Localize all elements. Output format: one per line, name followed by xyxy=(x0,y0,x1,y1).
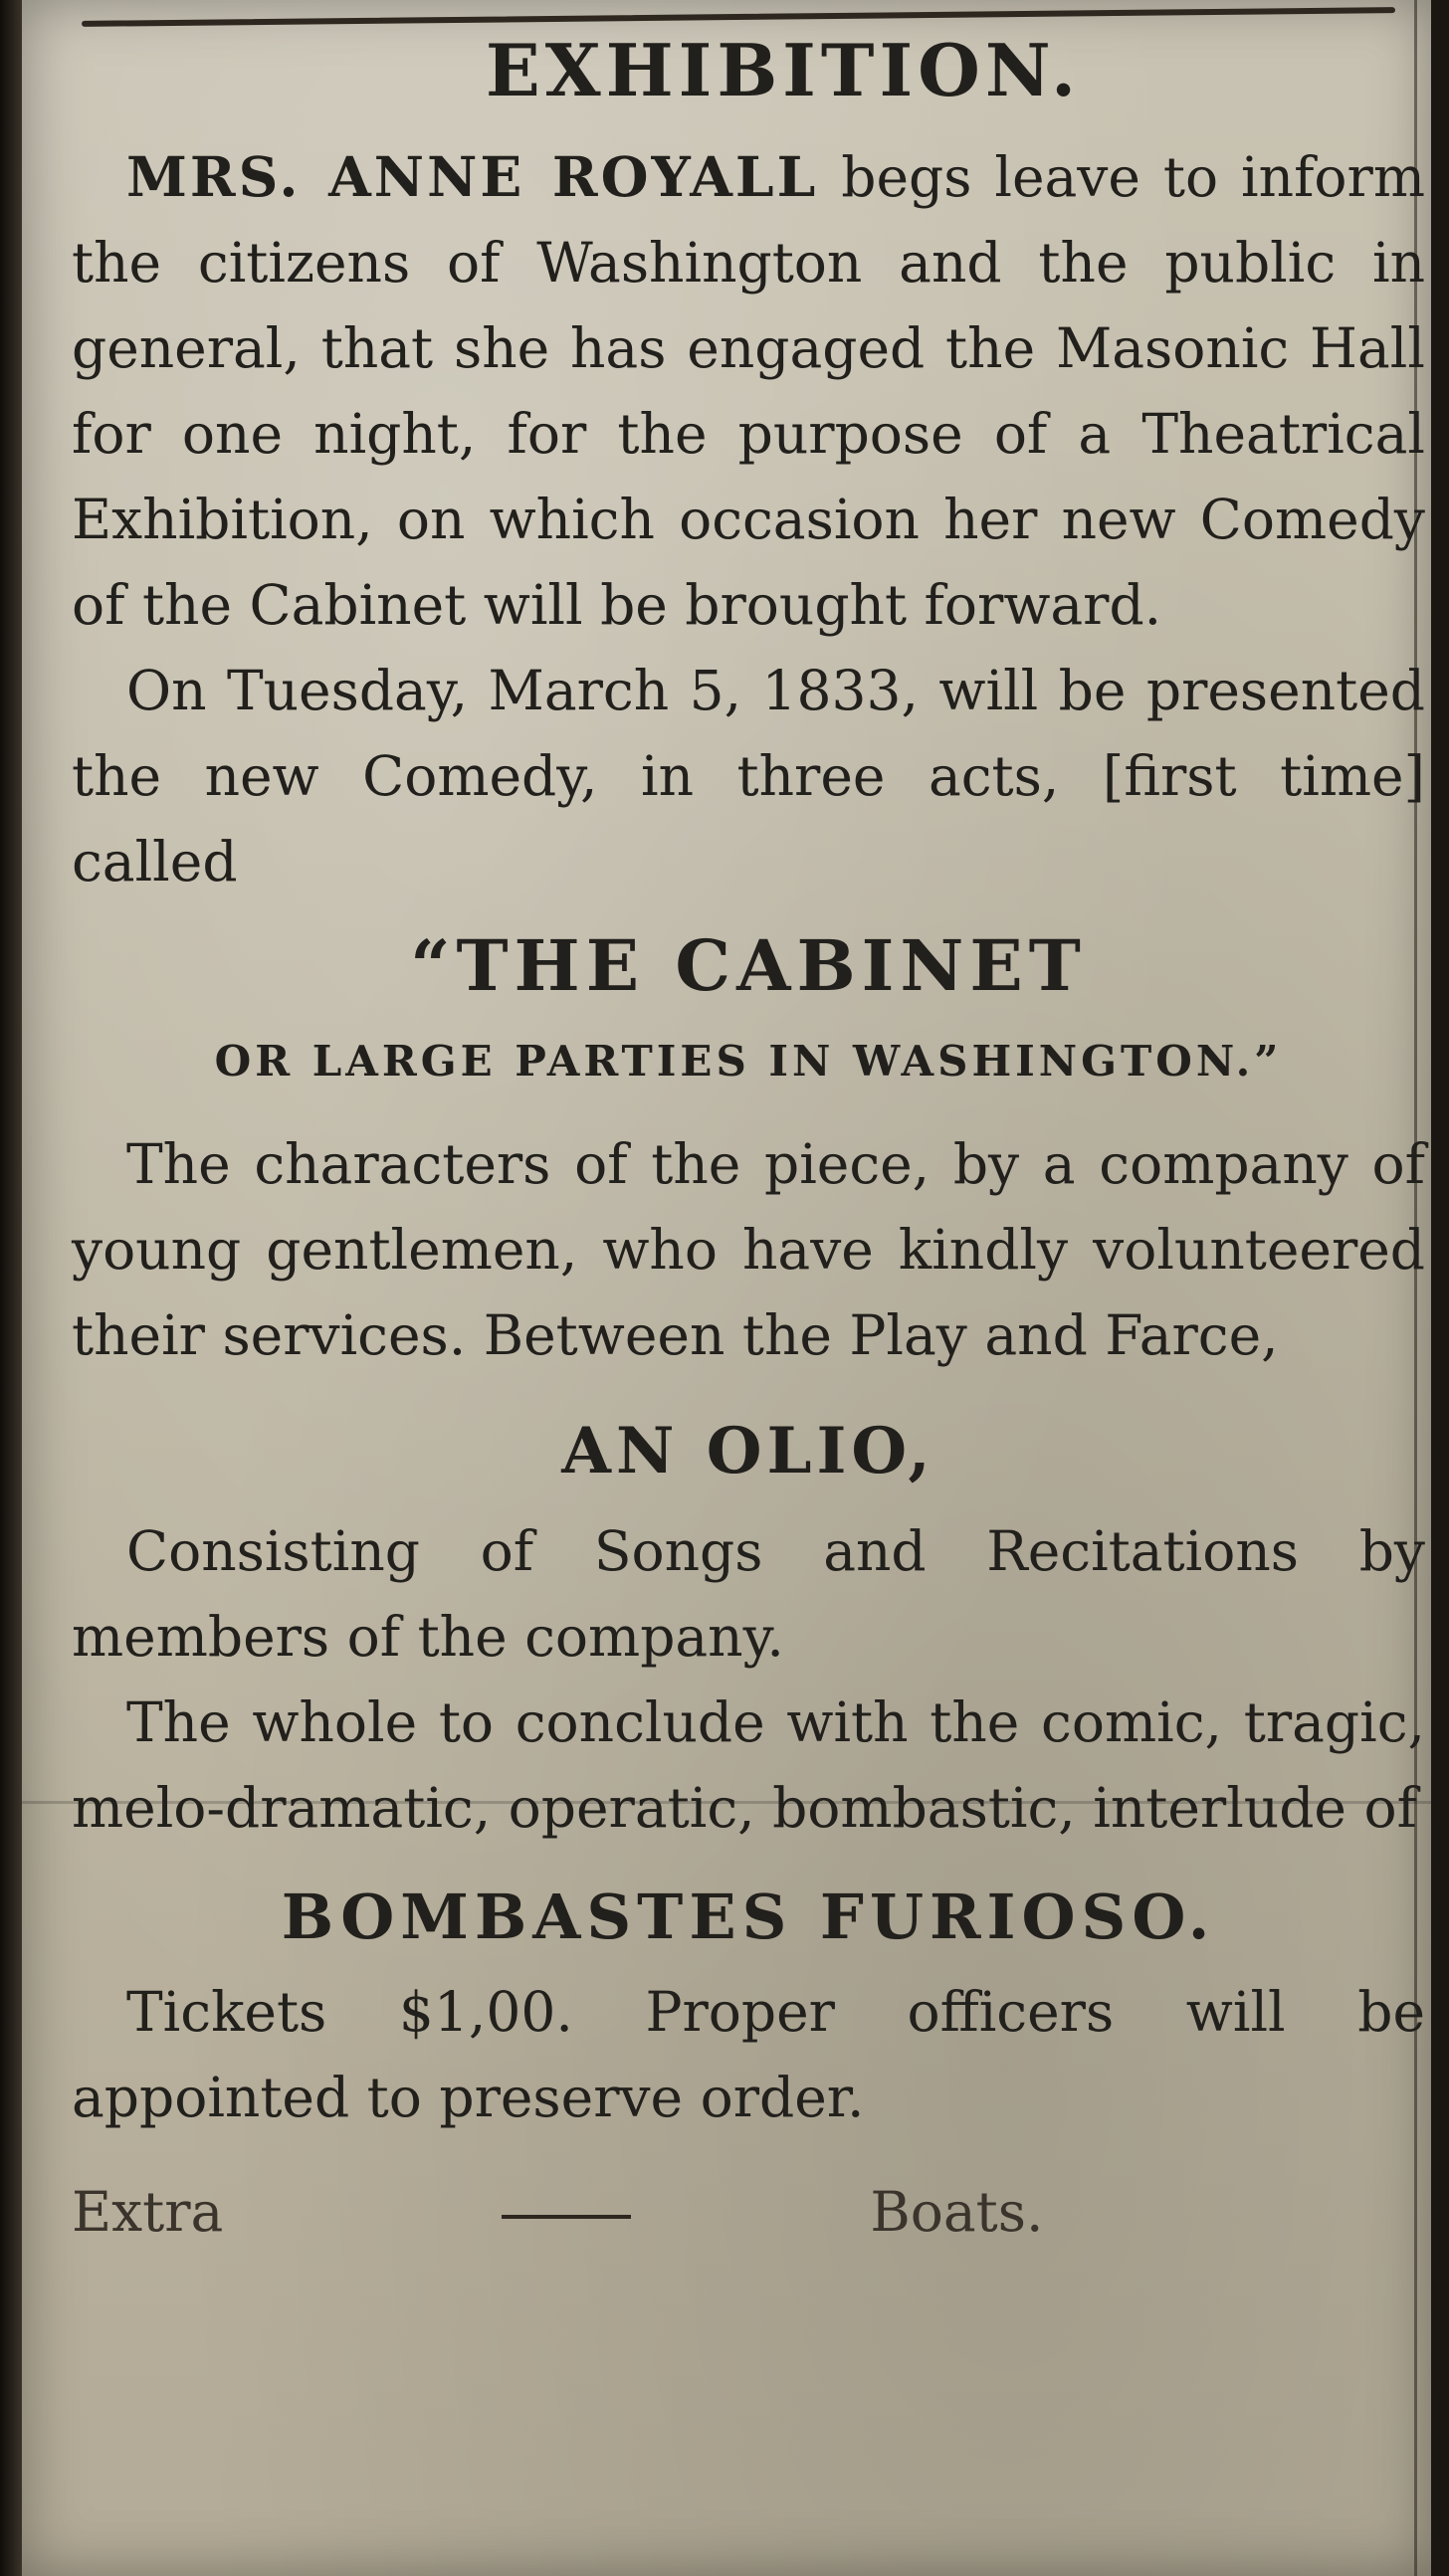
olio-heading: AN OLIO, xyxy=(561,1414,935,1488)
advertisement-body xyxy=(72,28,1425,2244)
conclusion-paragraph: The whole to conclude with the comic, tragic, melo-dramatic, operatic, bombastic, interlude of xyxy=(72,1690,1425,1840)
cut-off-line xyxy=(72,2180,1425,2244)
cut-off-right-text: Boats. xyxy=(870,2180,1044,2244)
intro-lead: MRS. ANNE ROYALL xyxy=(126,144,819,209)
intro-text: begs leave to inform the citizens of Washington and the public in general, that she has engaged the Masonic Hall for one night, for the purpose of a Theatrical Exhibition, on which occasion her new Comedy of the Cabinet will be brought forward. xyxy=(72,145,1425,637)
play-title: “THE CABINET xyxy=(410,924,1087,1007)
tickets-paragraph: Tickets $1,00. Proper officers will be appointed to preserve order. xyxy=(72,1980,1425,2129)
cut-off-left-text: Extra xyxy=(72,2180,224,2244)
play-subtitle: OR LARGE PARTIES IN WASHINGTON.” xyxy=(214,1037,1283,1086)
page-binding-edge xyxy=(0,0,22,2576)
date-paragraph: On Tuesday, March 5, 1833, will be presented the new Comedy, in three acts, [first time] called xyxy=(72,659,1425,893)
olio-paragraph: Consisting of Songs and Recitations by members of the company. xyxy=(72,1519,1425,1669)
farce-title: BOMBASTES FURIOSO. xyxy=(281,1881,1216,1953)
characters-paragraph: The characters of the piece, by a company of young gentlemen, who have kindly volunteered their services. Between the Play and Farce, xyxy=(72,1132,1425,1367)
separator-dash xyxy=(502,2215,631,2219)
top-border-rule xyxy=(82,7,1395,27)
notice-heading: EXHIBITION. xyxy=(485,28,1082,112)
newspaper-clipping xyxy=(22,0,1431,2576)
intro-paragraph xyxy=(72,134,1425,648)
